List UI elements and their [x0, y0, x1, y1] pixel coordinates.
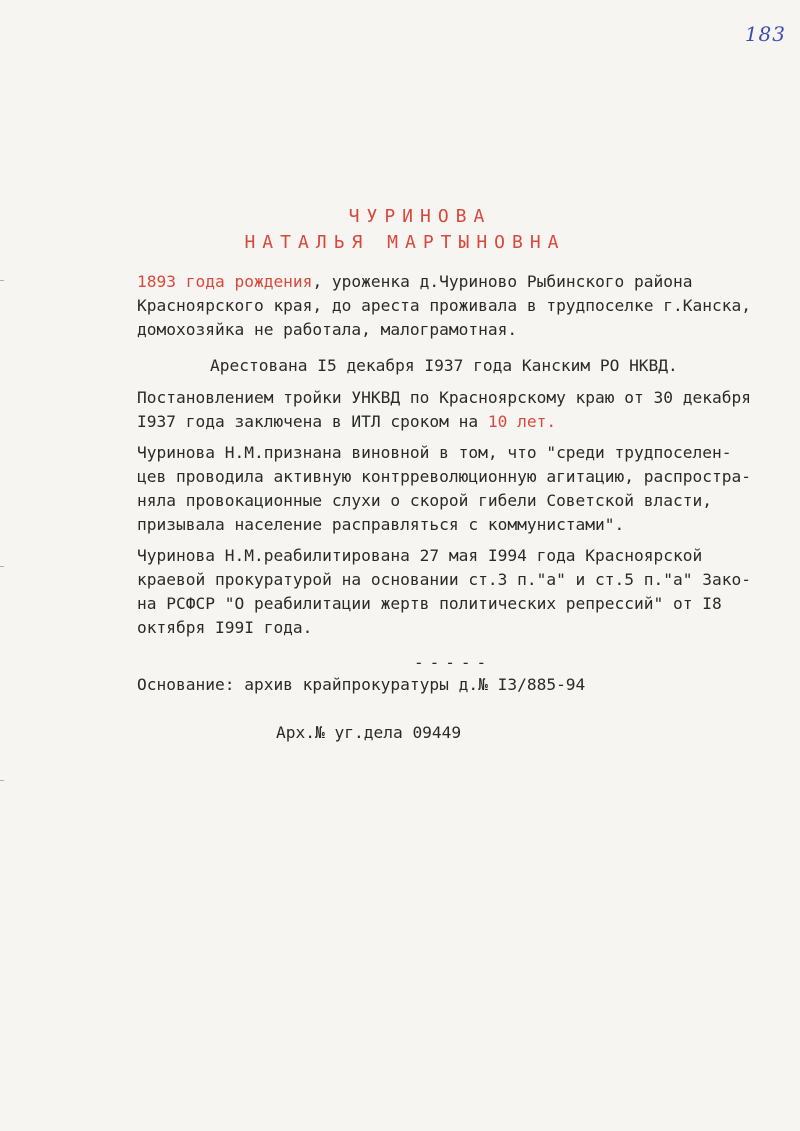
margin-mark [0, 280, 4, 281]
surname-heading: ЧУРИНОВА [348, 206, 492, 227]
rehab-line3: на РСФСР "О реабилитации жертв политических репрессий" от I8 [137, 594, 722, 613]
paragraph-sentence [137, 386, 777, 434]
birth-line3: домохозяйка не работала, малограмотная. [137, 320, 518, 339]
paragraph-birth [137, 270, 777, 342]
separator-dashes: ----- [414, 653, 493, 672]
rehab-line1: Чуринова Н.М.реабилитирована 27 мая I994 года Красноярской [137, 546, 703, 565]
sentence-term: 10 лет. [487, 412, 557, 431]
sentence-line2: I937 года заключена в ИТЛ сроком на [137, 412, 488, 431]
charges-line2: цев проводила активную контрреволюционную агитацию, распростра- [137, 467, 751, 486]
margin-mark [0, 566, 4, 567]
rehab-line4: октября I99I года. [137, 618, 313, 637]
rehab-line2: краевой прокуратурой на основании ст.3 п."а" и ст.5 п."а" Зако- [137, 570, 751, 589]
given-names-heading: НАТАЛЬЯ МАРТЫНОВНА [244, 232, 566, 253]
charges-line3: няла провокационные слухи о скорой гибели Советской власти, [137, 491, 712, 510]
paragraph-arrest: Арестована I5 декабря I937 года Канским РО НКВД. [210, 356, 678, 375]
paragraph-charges [137, 441, 777, 537]
birth-line2: Красноярского края, до ареста проживала в трудпоселке г.Канска, [137, 296, 751, 315]
page-number: 183 [744, 22, 786, 46]
birth-line1-rest: , уроженка д.Чуриново Рыбинского района [312, 272, 693, 291]
sentence-line1: Постановлением тройки УНКВД по Красноярскому краю от 30 декабря [137, 388, 751, 407]
basis-line: Основание: архив крайпрокуратуры д.№ I3/885-94 [137, 675, 586, 694]
archive-number: Арх.№ уг.дела 09449 [276, 723, 462, 742]
charges-line4: призывала население расправляться с коммунистами". [137, 515, 625, 534]
charges-line1: Чуринова Н.М.признана виновной в том, что "среди трудпоселен- [137, 443, 732, 462]
margin-mark [0, 780, 4, 781]
birth-year-text: 1893 года рождения [137, 272, 313, 291]
paragraph-rehabilitation [137, 544, 777, 640]
